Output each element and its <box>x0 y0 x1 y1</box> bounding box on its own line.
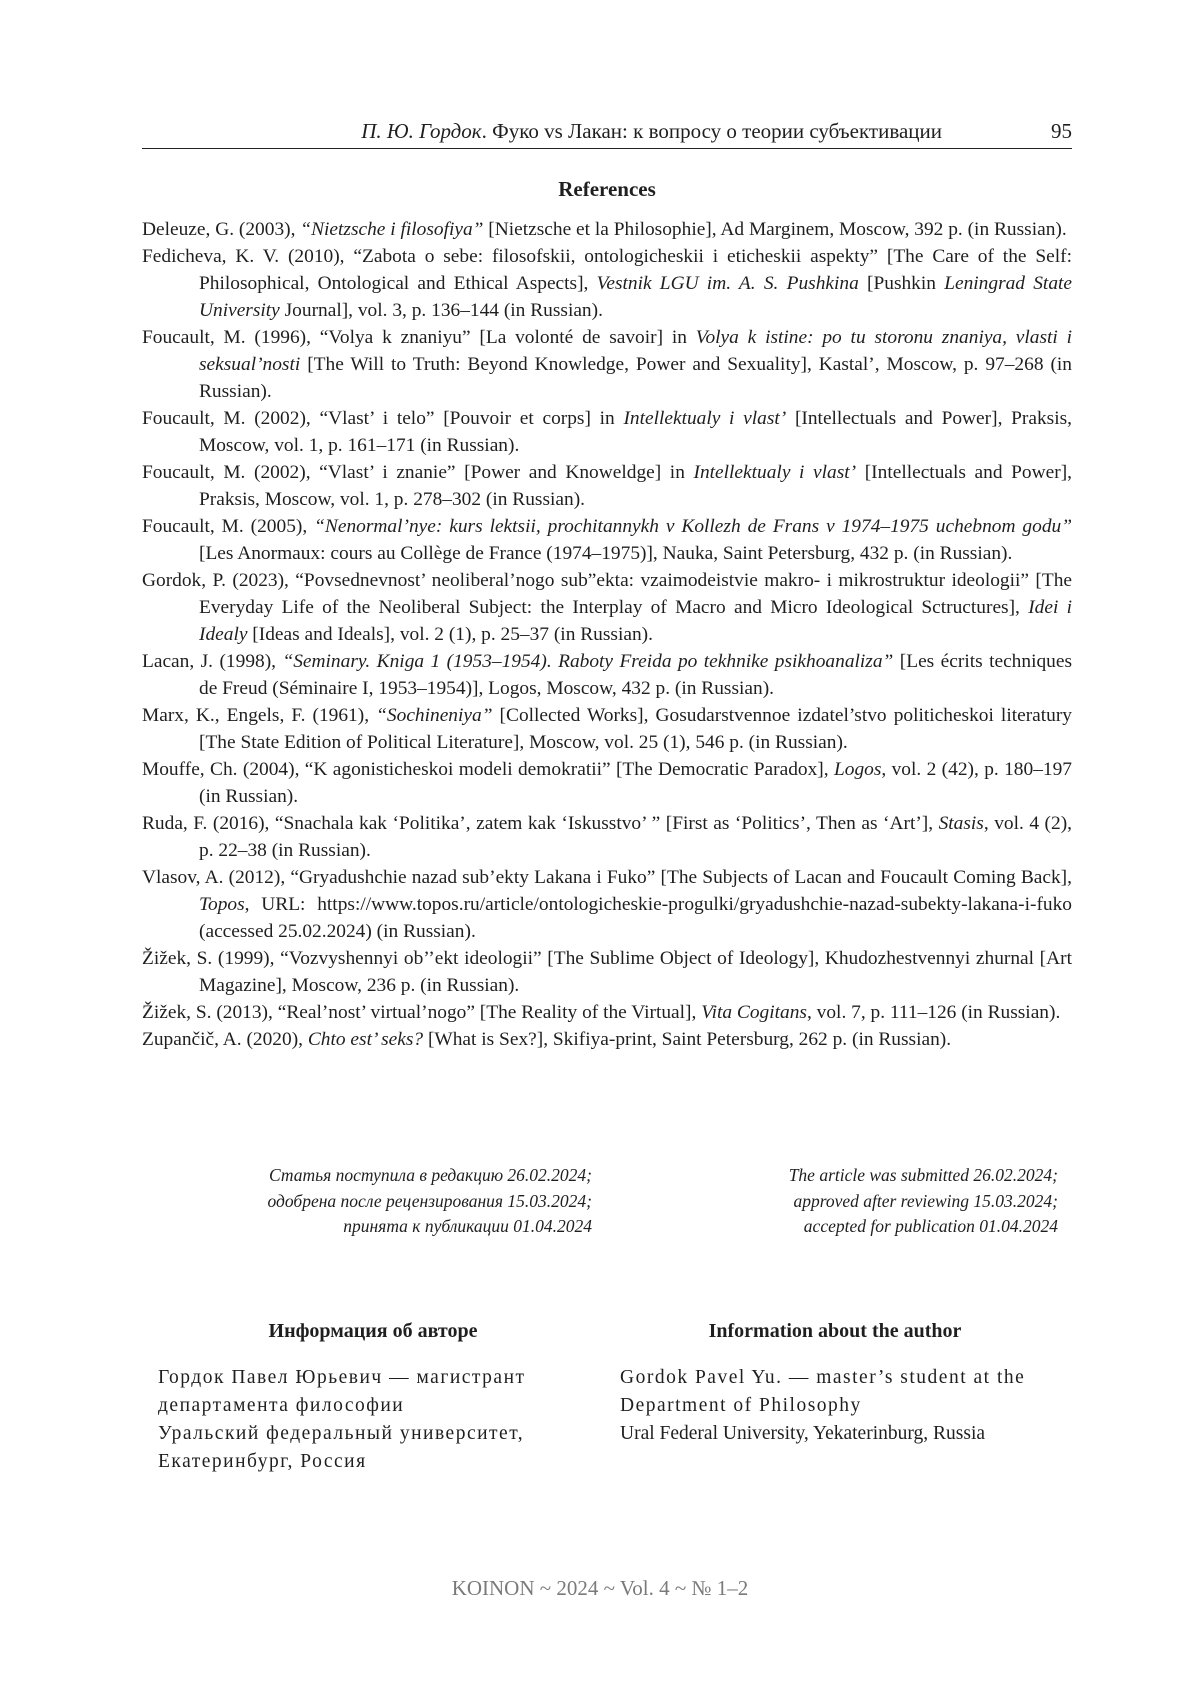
date-accepted-ru: принята к публикации 01.04.2024 <box>343 1216 592 1236</box>
references-list <box>142 216 1072 1053</box>
reference-item: Ruda, F. (2016), “Snachala kak ‘Politika’, zatem kak ‘Iskusstvo’ ” [First as ‘Politics’, Then as ‘Art’], Stasis, vol. 4 (2), p. 22–38 (in Russian). <box>142 813 1072 861</box>
date-submitted-en: The article was submitted 26.02.2024; <box>788 1165 1058 1185</box>
reference-item: Gordok, P. (2023), “Povsednevnost’ neoliberal’nogo sub”ekta: vzaimodeistvie makro- i mikrostruktur ideologii” [The Everyday Life of the Neoliberal Subject: the Interplay of Macro and Micro Ideological Sctructures], Idei i Idealy [Ideas and Ideals], vol. 2 (1), p. 25–37 (in Russian). <box>142 570 1072 645</box>
author-info-en <box>620 1318 1050 1448</box>
reference-item: Lacan, J. (1998), “Seminary. Kniga 1 (1953–1954). Raboty Freida po tekhnike psikhoanaliza” [Les écrits techniques de Freud (Séminaire I, 1953–1954)], Logos, Moscow, 432 p. (in Russian). <box>142 651 1072 699</box>
header-author: П. Ю. Гордок <box>361 119 482 143</box>
reference-item: Foucault, M. (2002), “Vlast’ i telo” [Pouvoir et corps] in Intellektualy i vlast’ [Intellectuals and Power], Praksis, Moscow, vol. 1, p. 161–171 (in Russian). <box>142 408 1072 456</box>
reference-item: Žižek, S. (2013), “Real’nost’ virtual’nogo” [The Reality of the Virtual], Vita Cogitans, vol. 7, p. 111–126 (in Russian). <box>142 1002 1061 1023</box>
running-title: П. Ю. Гордок. Фуко vs Лакан: к вопросу о теории субъективации <box>361 119 942 143</box>
author-info-ru <box>158 1318 588 1476</box>
reference-item: Foucault, M. (2005), “Nenormal’nye: kurs lektsii, prochitannykh v Kollezh de Frans v 1974–1975 uchebnom godu” [Les Anormaux: cours au Collège de France (1974–1975)], Nauka, Saint Petersburg, 432 p. (in Russian). <box>142 516 1072 564</box>
reference-item: Zupančič, A. (2020), Chto est’ seks? [What is Sex?], Skifiya-print, Saint Petersburg, 262 p. (in Russian). <box>142 1029 952 1050</box>
date-approved-ru: одобрена после рецензирования 15.03.2024; <box>267 1190 592 1211</box>
reference-item: Foucault, M. (1996), “Volya k znaniyu” [La volonté de savoir] in Volya k istine: po tu storonu znaniya, vlasti i seksual’nosti [The Will to Truth: Beyond Knowledge, Power and Sexuality], Kastal’, Moscow, p. 97–268 (in Russian). <box>142 327 1073 402</box>
reference-item: Žižek, S. (1999), “Vozvyshennyi ob’’ekt ideologii” [The Sublime Object of Ideology], Khudozhestvennyi zhurnal [Art Magazine], Moscow, 236 p. (in Russian). <box>142 948 1072 996</box>
reference-item: Foucault, M. (2002), “Vlast’ i znanie” [Power and Knoweldge] in Intellektualy i vlast’ [Intellectuals and Power], Praksis, Moscow, vol. 1, p. 278–302 (in Russian). <box>142 462 1072 510</box>
reference-item: Fedicheva, K. V. (2010), “Zabota o sebe: filosofskii, ontologicheskii i eticheskii aspekty” [The Care of the Self: Philosophical, Ontological and Ethical Aspects], Vestnik LGU im. A. S. Pushkina [Pushkin Leningrad State University Journal], vol. 3, p. 136–144 (in Russian). <box>142 246 1073 321</box>
date-accepted-en: accepted for publication 01.04.2024 <box>803 1216 1058 1236</box>
references-heading: References <box>558 177 656 201</box>
reference-item: Marx, K., Engels, F. (1961), “Sochineniya” [Collected Works], Gosudarstvennoe izdatel’stvo politicheskoi literatury [The State Edition of Political Literature], Moscow, vol. 25 (1), 546 p. (in Russian). <box>142 705 1073 753</box>
running-header <box>142 118 1072 149</box>
author-info-heading-ru: Информация об авторе <box>268 1320 478 1342</box>
author-info-heading-en: Information about the author <box>708 1320 962 1342</box>
reference-item: Mouffe, Ch. (2004), “K agonisticheskoi modeli demokratii” [The Democratic Paradox], Logos, vol. 2 (42), p. 180–197 (in Russian). <box>142 759 1072 807</box>
header-article-title: Фуко vs Лакан: к вопросу о теории субъективации <box>492 119 942 143</box>
page-number: 95 <box>1051 119 1072 143</box>
reference-item: Vlasov, A. (2012), “Gryadushchie nazad sub’ekty Lakana i Fuko” [The Subjects of Lacan and Foucault Coming Back], Topos, URL: https://www.topos.ru/article/ontologicheskie-progulki/gryadushchie-nazad-subekty-lakana-i-fuko (accessed 25.02.2024) (in Russian). <box>142 867 1072 942</box>
author-affiliation-ru: Уральский федеральный университет, Екатеринбург, Россия <box>158 1423 525 1472</box>
reference-item: Deleuze, G. (2003), “Nietzsche i filosofiya” [Nietzsche et la Philosophie], Ad Marginem, Moscow, 392 p. (in Russian). <box>142 219 1067 240</box>
journal-footer: KOINON ~ 2024 ~ Vol. 4 ~ № 1–2 <box>451 1576 749 1600</box>
submission-dates-en <box>789 1163 1058 1240</box>
author-affiliation-en: Ural Federal University, Yekaterinburg, Russia <box>620 1423 986 1444</box>
date-submitted-ru: Статья поступила в редакцию 26.02.2024; <box>269 1165 592 1185</box>
date-approved-en: approved after reviewing 15.03.2024; <box>793 1190 1058 1211</box>
submission-dates-ru <box>268 1163 592 1240</box>
author-position-en: Gordok Pavel Yu. — master’s student at the Department of Philosophy <box>620 1367 1026 1416</box>
author-position-ru: Гордок Павел Юрьевич — магистрант департамента философии <box>158 1367 526 1416</box>
